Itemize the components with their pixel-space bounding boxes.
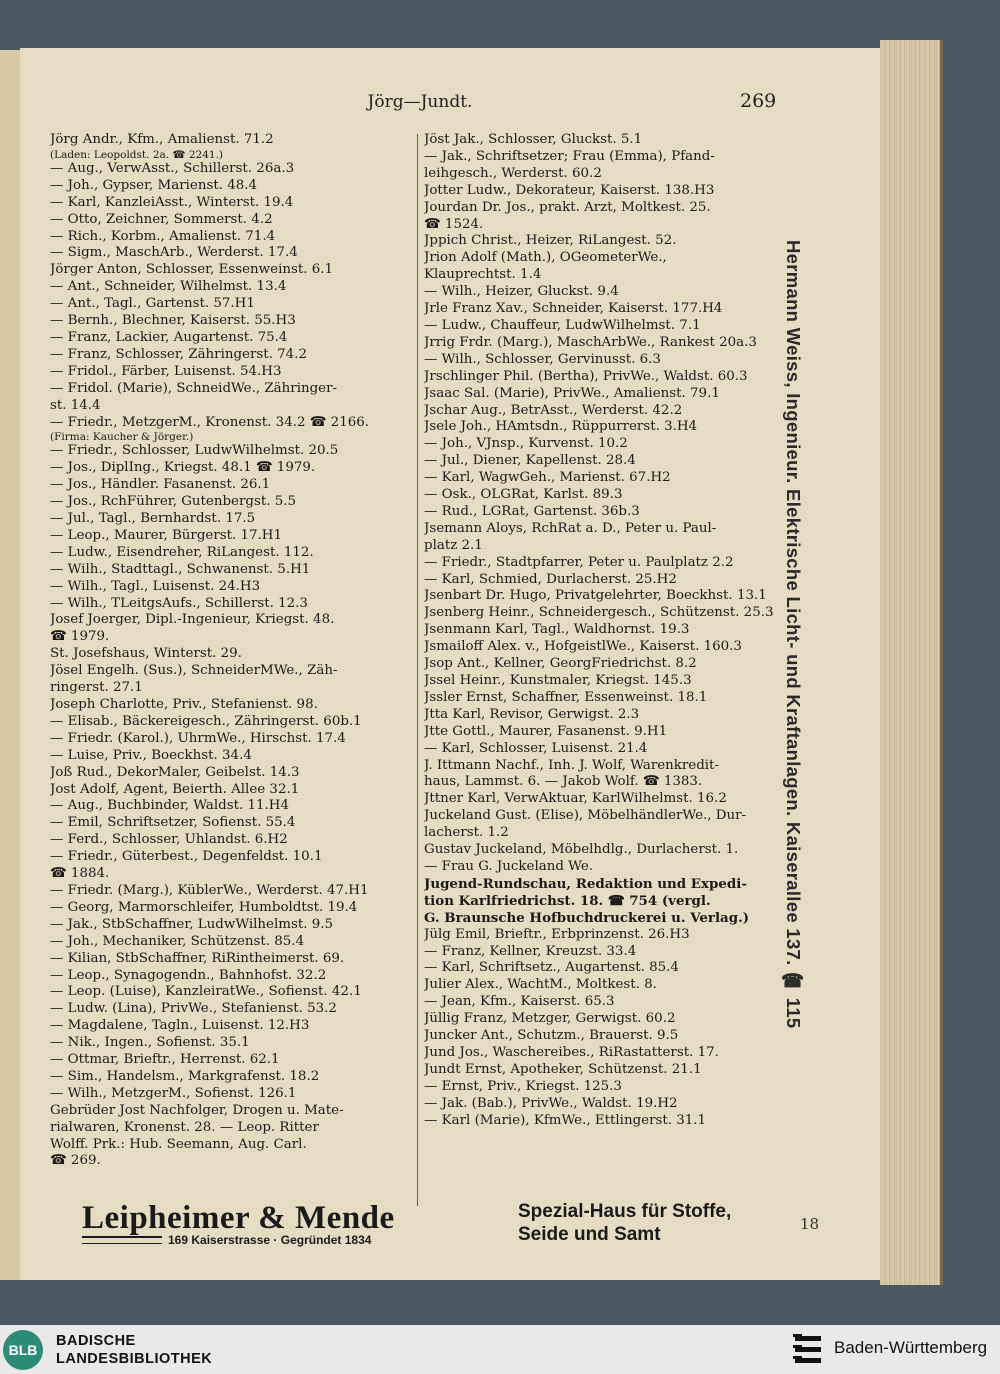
directory-entry: Jttner Karl, VerwAktuar, KarlWilhelmst. 16.2 [424,791,727,807]
directory-entry: — Bernh., Blechner, Kaiserst. 55.H3 [50,313,296,329]
directory-entry: J. Ittmann Nachf., Inh. J. Wolf, Warenkredit- [424,757,719,773]
directory-entry: — Ant., Schneider, Wilhelmst. 13.4 [50,279,287,295]
directory-entry: (Laden: Leopoldst. 2a. ☎ 2241.) [50,148,224,161]
directory-entry: — Ludw., Eisendreher, RiLangest. 112. [50,544,314,560]
page-header-title: Jörg—Jundt. [367,92,473,112]
side-ad-text: Hermann Weiss, Ingenieur. Elektrische Licht- und Kraftanlagen. Kaiserallee 137. ☎ 115 [783,240,804,1029]
directory-entry: Jundt Ernst, Apotheker, Schützenst. 21.1 [424,1061,702,1077]
directory-entry: — Aug., VerwAsst., Schillerst. 26a.3 [50,160,295,176]
side-advertisement [782,240,822,1140]
directory-entry: — Karl, Schmied, Durlacherst. 25.H2 [424,571,677,587]
directory-entry: — Karl, Schlosser, Luisenst. 21.4 [424,740,648,756]
directory-entry: — Aug., Buchbinder, Waldst. 11.H4 [50,798,289,814]
directory-entry: leihgesch., Werderst. 60.2 [424,165,602,181]
directory-entry: — Franz, Lackier, Augartenst. 75.4 [50,329,288,345]
directory-entry: Jrschlinger Phil. (Bertha), PrivWe., Waldst. 60.3 [424,368,748,384]
ad-rule [82,1236,162,1244]
page-number: 269 [740,90,777,112]
library-name-line1: BADISCHE [56,1333,136,1349]
directory-entry: Jörger Anton, Schlosser, Essenweinst. 6.1 [50,262,334,278]
directory-entry: — Franz, Schlosser, Zähringerst. 74.2 [50,346,307,362]
directory-entry: Jsmailoff Alex. v., HofgeistlWe., Kaiserst. 160.3 [424,639,742,655]
directory-entry: — Franz, Kellner, Kreuzst. 33.4 [424,943,637,959]
directory-entry: — Jul., Tagl., Bernhardst. 17.5 [50,511,256,527]
directory-entry: — Nik., Ingen., Sofienst. 35.1 [50,1035,250,1051]
directory-entry: — Ferd., Schlosser, Uhlandst. 6.H2 [50,832,288,848]
left-column [50,132,413,1170]
directory-entry: — Jak., Schriftsetzer; Frau (Emma), Pfand- [424,148,715,164]
directory-entry: ringerst. 27.1 [50,680,143,696]
directory-entry: — Friedr., Schlosser, LudwWilhelmst. 20.5 [50,443,339,459]
directory-entry: Josef Joerger, Dipl.-Ingenieur, Kriegst. 48. [50,612,335,628]
directory-entry: — Karl, WagwGeh., Marienst. 67.H2 [424,470,671,486]
right-column [424,132,786,1129]
directory-entry: — Jos., DiplIng., Kriegst. 48.1 ☎ 1979. [50,460,316,476]
directory-entry: — Friedr., Güterbest., Degenfeldst. 10.1 [50,849,323,865]
directory-entry: — Ernst, Priv., Kriegst. 125.3 [424,1078,622,1094]
directory-entry: Jsop Ant., Kellner, GeorgFriedrichst. 8.2 [424,656,697,672]
directory-entry: ☎ 1979. [50,629,110,645]
directory-entry: (Firma: Kaucher & Jörger.) [50,431,194,444]
directory-entry: Jund Jos., Waschereibes., RiRastatterst. 17. [424,1044,719,1060]
directory-entry: — Sigm., MaschArb., Werderst. 17.4 [50,245,298,261]
directory-entry: — Wilh., MetzgerM., Sofienst. 126.1 [50,1085,297,1101]
directory-entry: — Otto, Zeichner, Sommerst. 4.2 [50,211,273,227]
directory-entry: — Fridol., Färber, Luisenst. 54.H3 [50,363,282,379]
directory-entry: — Fridol. (Marie), SchneidWe., Zähringer- [50,380,338,396]
directory-entry: — Osk., OLGRat, Karlst. 89.3 [424,487,623,503]
directory-entry: — Wilh., Tagl., Luisenst. 24.H3 [50,578,261,594]
directory-entry: Klauprechtst. 1.4 [424,267,542,283]
directory-entry: — Wilh., Schlosser, Gervinusst. 6.3 [424,351,661,367]
directory-entry: st. 14.4 [50,397,101,413]
directory-entry: — Rich., Korbm., Amalienst. 71.4 [50,228,276,244]
sheet-mark: 18 [800,1215,820,1233]
directory-entry: Jourdan Dr. Jos., prakt. Arzt, Moltkest. 25. [424,199,711,215]
directory-entry: — Ant., Tagl., Gartenst. 57.H1 [50,296,255,312]
directory-entry: — Jak., StbSchaffner, LudwWilhelmst. 9.5 [50,916,334,932]
directory-entry: — Jak. (Bab.), PrivWe., Waldst. 19.H2 [424,1095,678,1111]
directory-entry: — Ottmar, Brieftr., Herrenst. 62.1 [50,1052,280,1068]
directory-entry: Jssel Heinr., Kunstmaler, Kriegst. 145.3 [424,673,692,688]
bottom-advertisement [82,1200,492,1247]
directory-entry: — Kilian, StbSchaffner, RiRintheimerst. 69. [50,950,345,966]
directory-entry: Juckeland Gust. (Elise), MöbelhändlerWe., Dur- [424,808,747,824]
directory-entry: Jsenbart Dr. Hugo, Privatgelehrter, Boeckhst. 13.1 [424,588,767,604]
state-name[interactable]: Baden-Württemberg [834,1338,988,1357]
directory-entry: ☎ 1524. [424,216,484,232]
directory-entry: Joseph Charlotte, Priv., Stefanienst. 98. [50,697,318,712]
directory-entry: Jsenberg Heinr., Schneidergesch., Schützenst. 25.3 [424,605,774,621]
directory-entry: Jppich Christ., Heizer, RiLangest. 52. [424,233,677,249]
directory-entry: Jtta Karl, Revisor, Gerwigst. 2.3 [424,706,640,722]
blb-logo-icon[interactable] [3,1330,43,1370]
directory-entry: Jost Adolf, Agent, Beierth. Allee 32.1 [50,781,300,797]
directory-entry: Jotter Ludw., Dekorateur, Kaiserst. 138.H3 [424,182,715,198]
directory-entry: ☎ 269. [50,1153,101,1169]
directory-entry: Jugend-Rundschau, Redaktion und Expedi- [424,875,747,892]
directory-entry: — Georg, Marmorschleifer, Humboldtst. 19.4 [50,899,358,915]
directory-entry: haus, Lammst. 6. — Jakob Wolf. ☎ 1383. [424,774,703,790]
directory-entry: — Leop., Synagogendn., Bahnhofst. 32.2 [50,967,327,983]
directory-entry: — Ludw., Chauffeur, LudwWilhelmst. 7.1 [424,317,701,333]
directory-entry: G. Braunsche Hofbuchdruckerei u. Verlag.) [424,909,750,926]
directory-entry: Jsele Joh., HAmtsdn., Rüppurrerst. 3.H4 [424,419,698,435]
directory-entry: — Frau G. Juckeland We. [424,858,594,874]
directory-entry: Juncker Ant., Schutzm., Brauerst. 9.5 [424,1028,679,1044]
directory-entry: Jsenmann Karl, Tagl., Waldhornst. 19.3 [424,622,690,638]
directory-entry: — Friedr., Stadtpfarrer, Peter u. Paulplatz 2.2 [424,554,734,570]
directory-entry: — Karl, Schriftsetz., Augartenst. 85.4 [424,960,679,976]
directory-entry: — Wilh., Stadttagl., Schwanenst. 5.H1 [50,561,311,577]
baden-wuerttemberg-lions-icon[interactable] [793,1333,823,1367]
previous-page-edge [0,50,22,1280]
directory-entry: — Sim., Handelsm., Markgrafenst. 18.2 [50,1068,320,1084]
ad-address-row [82,1233,492,1247]
blb-logo-text: BLB [8,1342,38,1358]
column-divider [417,134,418,1206]
directory-entry: — Jul., Diener, Kapellenst. 28.4 [424,453,636,469]
directory-entry: Jsaac Sal. (Marie), PrivWe., Amalienst. 79.1 [424,385,720,401]
directory-entry: Gebrüder Jost Nachfolger, Drogen u. Mate- [50,1102,344,1118]
directory-entry: Jrle Franz Xav., Schneider, Kaiserst. 177.H4 [424,301,723,317]
directory-entry: — Friedr. (Karol.), UhrmWe., Hirschst. 17.4 [50,730,346,746]
directory-entry: — Leop., Maurer, Bürgerst. 17.H1 [50,527,282,543]
directory-entry: — Jos., Händler. Fasanenst. 26.1 [50,477,271,493]
directory-entry: Jssler Ernst, Schaffner, Essenweinst. 18.1 [424,689,708,705]
directory-entry: Jörg Andr., Kfm., Amalienst. 71.2 [50,132,274,147]
ad-slogan-line1: Spezial-Haus für Stoffe, [518,1201,732,1222]
directory-entry: Jsemann Aloys, RchRat a. D., Peter u. Paul- [424,520,717,536]
directory-entry: — Jos., RchFührer, Gutenbergst. 5.5 [50,494,297,510]
directory-entry: — Luise, Priv., Boeckhst. 34.4 [50,747,252,763]
directory-entry: — Rud., LGRat, Gartenst. 36b.3 [424,503,640,519]
directory-entry: — Ludw. (Lina), PrivWe., Stefanienst. 53.2 [50,1001,337,1017]
page-stack-edges [880,40,943,1285]
ad-slogan-line2: Seide und Samt [518,1224,661,1245]
directory-entry: Jöst Jak., Schlosser, Gluckst. 5.1 [424,132,643,147]
directory-entry: Jschar Aug., BetrAsst., Werderst. 42.2 [424,402,683,418]
directory-entry: Jrrig Frdr. (Marg.), MaschArbWe., Rankest 20a.3 [424,334,757,350]
directory-entry: Wolff. Prk.: Hub. Seemann, Aug. Carl. [50,1136,307,1152]
directory-entry: — Friedr. (Marg.), KüblerWe., Werderst. 47.H1 [50,882,369,898]
footer-bar [0,1325,1000,1374]
ad-company-name: Leipheimer & Mende [82,1200,395,1236]
directory-entry: — Wilh., Heizer, Gluckst. 9.4 [424,284,619,300]
directory-entry: Jüllig Franz, Metzger, Gerwigst. 60.2 [424,1011,676,1027]
ad-address: 169 Kaiserstrasse · Gegründet 1834 [168,1233,372,1247]
library-name-line2: LANDESBIBLIOTHEK [56,1351,213,1367]
directory-entry: — Magdalene, Tagln., Luisenst. 12.H3 [50,1018,310,1034]
directory-entry: St. Josefshaus, Winterst. 29. [50,646,242,662]
library-name[interactable] [56,1332,212,1368]
directory-entry: — Jean, Kfm., Kaiserst. 65.3 [424,994,615,1010]
directory-entry: Julier Alex., WachtM., Moltkest. 8. [424,977,657,993]
directory-entry: — Elisab., Bäckereigesch., Zähringerst. 60b.1 [50,713,362,729]
directory-entry: rialwaren, Kronenst. 28. — Leop. Ritter [50,1119,319,1135]
directory-entry: ☎ 1884. [50,866,110,882]
directory-entry: platz 2.1 [424,537,483,553]
directory-entry: — Wilh., TLeitgsAufs., Schillerst. 12.3 [50,595,308,611]
directory-entry: Gustav Juckeland, Möbelhdlg., Durlacherst. 1. [424,842,739,858]
directory-entry: — Friedr., MetzgerM., Kronenst. 34.2 ☎ 2166. [50,414,370,430]
directory-entry: Jtte Gottl., Maurer, Fasanenst. 9.H1 [424,723,668,739]
directory-entry: Jülg Emil, Brieftr., Erbprinzenst. 26.H3 [424,926,690,942]
directory-entry: Jösel Engelh. (Sus.), SchneiderMWe., Zäh- [50,663,338,679]
directory-entry: Joß Rud., DekorMaler, Geibelst. 14.3 [50,764,300,780]
directory-entry: lacherst. 1.2 [424,825,509,841]
directory-entry: — Joh., Gypser, Marienst. 48.4 [50,177,258,193]
directory-entry: — Karl (Marie), KfmWe., Ettlingerst. 31.1 [424,1112,707,1128]
directory-entry: tion Karlfriedrichst. 18. ☎ 754 (vergl. [424,892,711,909]
directory-entry: — Emil, Schriftsetzer, Sofienst. 55.4 [50,815,296,831]
directory-entry: — Joh., Mechaniker, Schützenst. 85.4 [50,933,305,949]
bottom-ad-slogan [518,1200,731,1246]
directory-entry: — Joh., VJnsp., Kurvenst. 10.2 [424,436,628,452]
directory-entry: — Leop. (Luise), KanzleiratWe., Sofienst. 42.1 [50,984,362,1000]
directory-entry: — Karl, KanzleiAsst., Winterst. 19.4 [50,194,294,210]
directory-entry: Jrion Adolf (Math.), OGeometerWe., [424,250,667,266]
